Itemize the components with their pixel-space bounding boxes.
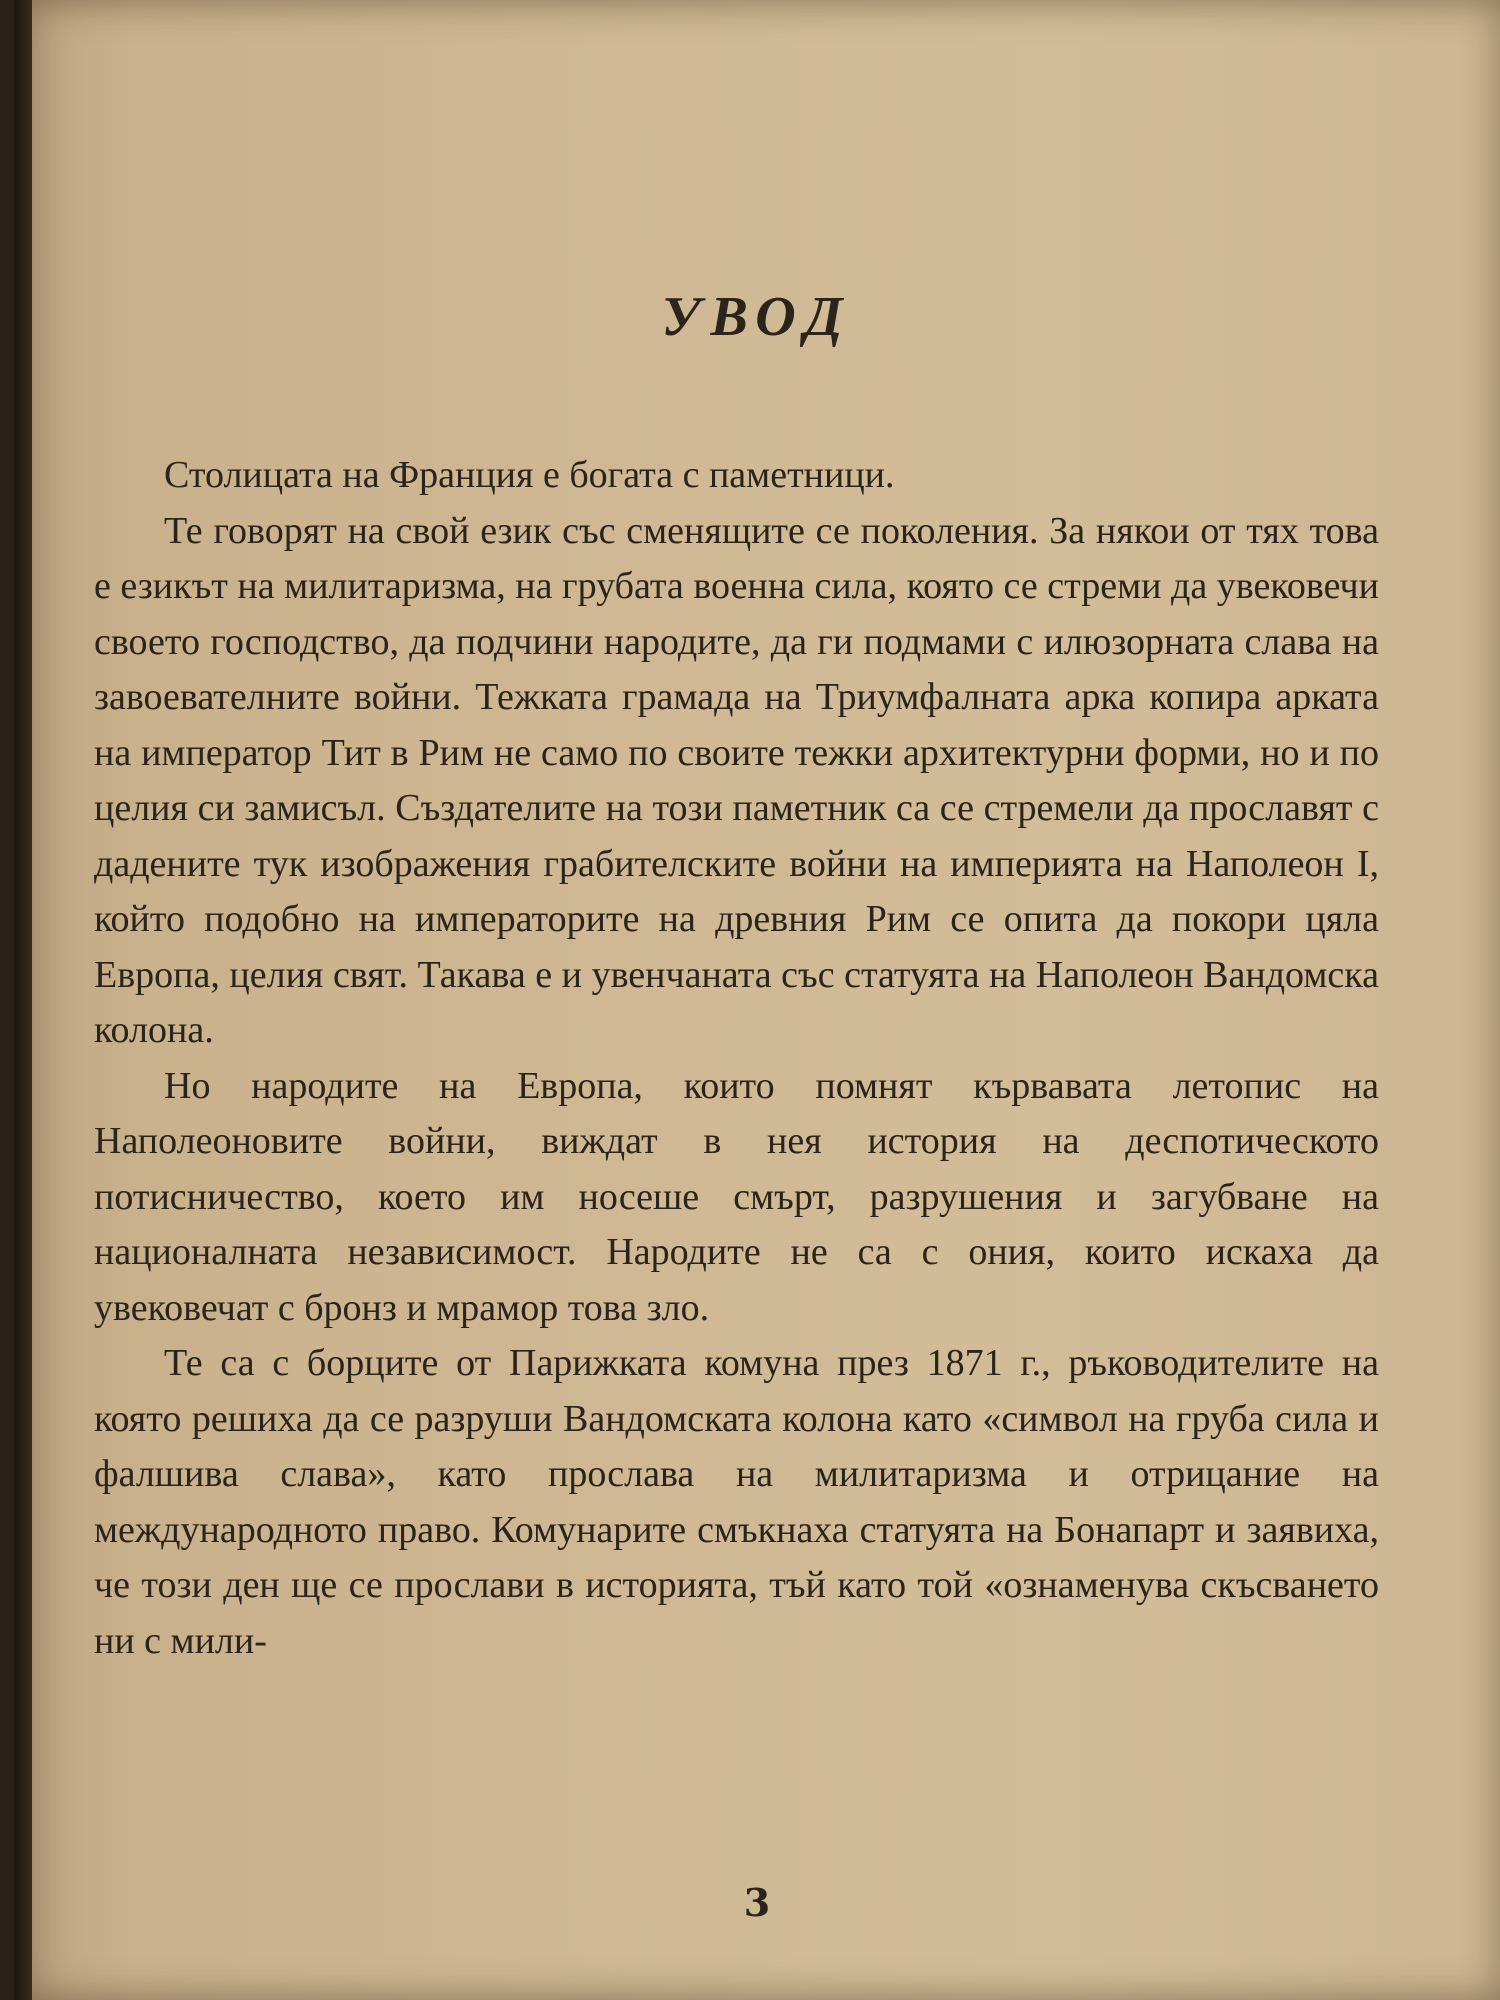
body-text: [94, 448, 1379, 1669]
chapter-title: УВОД: [661, 286, 853, 348]
paragraph-1: Столицата на Франция е богата с паметници.: [164, 454, 895, 496]
paragraph-4: Те са с борците от Парижката комуна през 1871 г., ръководителите на която решиха да се разруши Вандомската колона като «символ на груба сила и фалшива слава», като прослава на милитаризма и отрицание на международното право. Комунарите смъкнаха статуята на Бонапарт и заявиха, че този ден ще се прослави в историята, тъй като той «ознаменува скъсването ни с мили-: [94, 1342, 1379, 1662]
paragraph-3: Но народите на Европа, които помнят кървавата летопис на Наполеоновите войни, виждат в нея история на деспотическото потисничество, което им носеше смърт, разрушения и загубване на националната независимост. Народите не са с ония, които искаха да увековечат с бронз и мрамор това зло.: [94, 1064, 1379, 1329]
paragraph-2: Те говорят на свой език със сменящите се поколения. За някои от тях това е езикът на милитаризма, на грубата военна сила, която се стреми да увековечи своето господство, да подчини народите, да ги подмами с илюзорната слава на завоевателните войни. Тежката грамада на Триумфалната арка копира арката на император Тит в Рим не само по своите тежки архитектурни форми, но и по целия си замисъл. Създателите на този паметник са се стремели да прославят с дадените тук изображения грабителските войни на империята на Наполеон I, който подобно на императорите на древния Рим се опита да покори цяла Европа, целия свят. Такава е и увенчаната със статуята на Наполеон Вандомска колона.: [94, 509, 1379, 1051]
book-page: [14, 0, 1500, 2000]
page-number: 3: [743, 1880, 771, 1925]
